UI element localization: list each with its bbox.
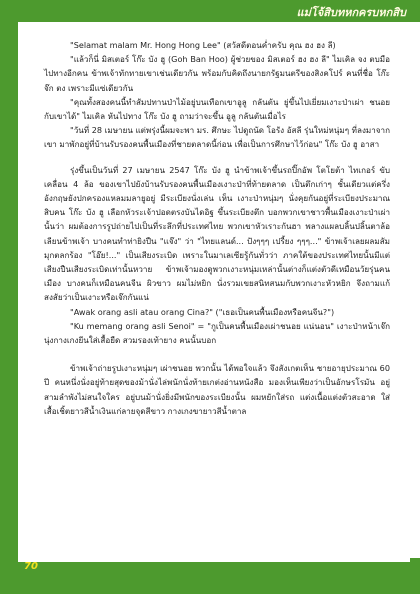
paragraph-7: "Ku memang orang asli Senoi" = "กูเป็นคนพื้นเมืองเผ่าชนอย แน่นอน" เงาะป่าหน้าเจ๊กนุ่งกางเกงยีนใส่เสื้อยืด สวมรองเท้ายาง คนนั้นบอก [44,320,390,346]
body-text [44,38,390,418]
paragraph-1: "Selamat malam Mr. Hong Hong Lee" (สวัสดีตอนค่ำครับ คุณ ฮง ฮง ลี) [70,40,336,50]
paragraph-5: รุ่งขึ้นเป็นวันที่ 27 เมษายน 2547 โก๊ะ บัง ฮู นำข้าพเจ้าขึ้นรถปิ๊กอัพ โตโยต้า ไทเกอร์ ขับเคลื่อน 4 ล้อ ของเขาไปยังบ้านรับรองคนพื้นเมืองเงาะป่าที่ท้ายตลาด เป็นตึกเก่าๆ ชั้นเดียวแต่ครึ่งอังกฤษยังปกครองแหลมมลายูอยู่ มีระเบียงนั่งเล่น เห็น เงาะป่าหนุ่มๆ นั่งคุยกันอยู่ที่ระเบียงประมาณสิบคน โก๊ะ บัง ฮู เลือกหัวระเจ้าปอดตรงบันไดอิฐ ขึ้นระเบียงตึก บอกพวกเขาชาวพื้นเมืองเงาะป่าเผ่านั้นว่า ผมต้องการรูปถ่ายไปเป็นที่ระลึกที่ประเทศไทย พวกเขาหัวเราะกันฮา พลางแผลบลิ้นปลิ้นตาล้อเลียนข้าพเจ้า บางคนทำท่ายิงปืน "แจ๊ง" ว่า "ไทยแลนด์... ปังๆๆๆ เปรี้ยง ๆๆๆ..." ข้าพเจ้าเลยผลมสัมมุกตลกร้อง "โอ๊ย!..." เป็นเสียงระเบิด เพราะในมาเลเซียรู้กันทั่วว่า ภาคใต้ของประเทศไทยนั้นมีแต่เสียงปืนเสียงระเบิดเท่านั้นหวาย ข้าพเจ้ามองดูพวกเงาะหนุ่มเหล่านั้นต่างก็แต่งตัวดีเหมือนวัยรุ่นคนเมือง บางคนก็เหมือนคนจีน ผิวขาว ผมไม่หยิก นั่งรวมเขยสนิทสนมกับพวกเงาะหัวหยิก จึงถามแก้สงสัยว่าเป็นเงาะหรือเจ๊กกันแน่ [44,164,390,303]
side-band [0,0,18,594]
running-header-title: แม่โจ้สิบทหกครบหกสิบ [296,6,406,19]
footer-band [0,558,420,594]
paragraph-8: ข้าพเจ้าถ่ายรูปเงาะหนุ่มๆ เผ่าชนอย พวกนั้น ได้พอใจแล้ว จึงสังเกตเห็น ชายอายุประมาณ 60 ปี คนหนึ่งนั่งอยู่ท้ายสุดของม้านั่งไล่พนักนั่งท้ายเกต่งอ่านหนังสือ มองเห็นเพียงว่าเป็นอักษรโรมัน อยู่สามลำพังไม่สนใจใคร อยู่บนม้านั่งยิ่งมีพนักของระเบียงนั้น ผมหยักใส่รถ แต่งเนื้อแต่งตัวสะอาด ใส่เสื้อเชิ้ตยาวสีน้ำเงินแก่ลายจุดสีขาว กางเกงขายาวสีน้ำตาล [44,363,390,416]
content-bottom-edge [18,544,410,558]
paragraph-4: "วันที่ 28 เมษายน แต่พรุ่งนี้ผมจะพา มร. ศึกษะ ไปดูถนัด โอรัง อัสลี รุ่นใหม่หนุ่มๆ ที่ลงมาจากเขา มาพักอยู่ที่บ้านรับรองคนพื้นเมืองที่ชายตลาดนี้ก่อน เพื่อเป็นการศึกษาไว้ก่อน" โก๊ะ บัง ฮู อาสา [44,125,390,150]
paragraph-6: "Awak orang asli atau orang Cina?" ("เธอเป็นคนพื้นเมืองหรือคนจีน?") [70,306,335,317]
paragraph-3: "คุณทั้งสองคนนี้ทำสัมปทานป่าไม้อยู่บนเทือกเขาอูลู กลันตัน ยู่ขึ้นไปเยี่ยมเงาะป่าเผ่า ชนอย กับเขาได้" ไมเคิล หันไปทาง โก๊ะ บัง ฮู ถามว่าจะขึ้น อูลู กลันตันเมื่อไร [44,96,390,122]
page-number: 70 [24,561,38,572]
paragraph-2: "แล้วก็นี่ มิสเตอร์ โก๊ะ บัง ฮู (Goh Ban Hoo) ผู้ช่วยของ มิสเตอร์ ฮง ฮง ลี" ไมเคิล จง ตบมือไปทางอีกคน ข้าพเจ้าทักทายเขาเช่นเดียวกัน พร้อมกับคิดถึงนายกรัฐมนตรีของสิงคโปร์ คนที่ชื่อ โก๊ะ จ๊ก ตง เพราะมีแซ่เดียวกัน [44,54,390,93]
